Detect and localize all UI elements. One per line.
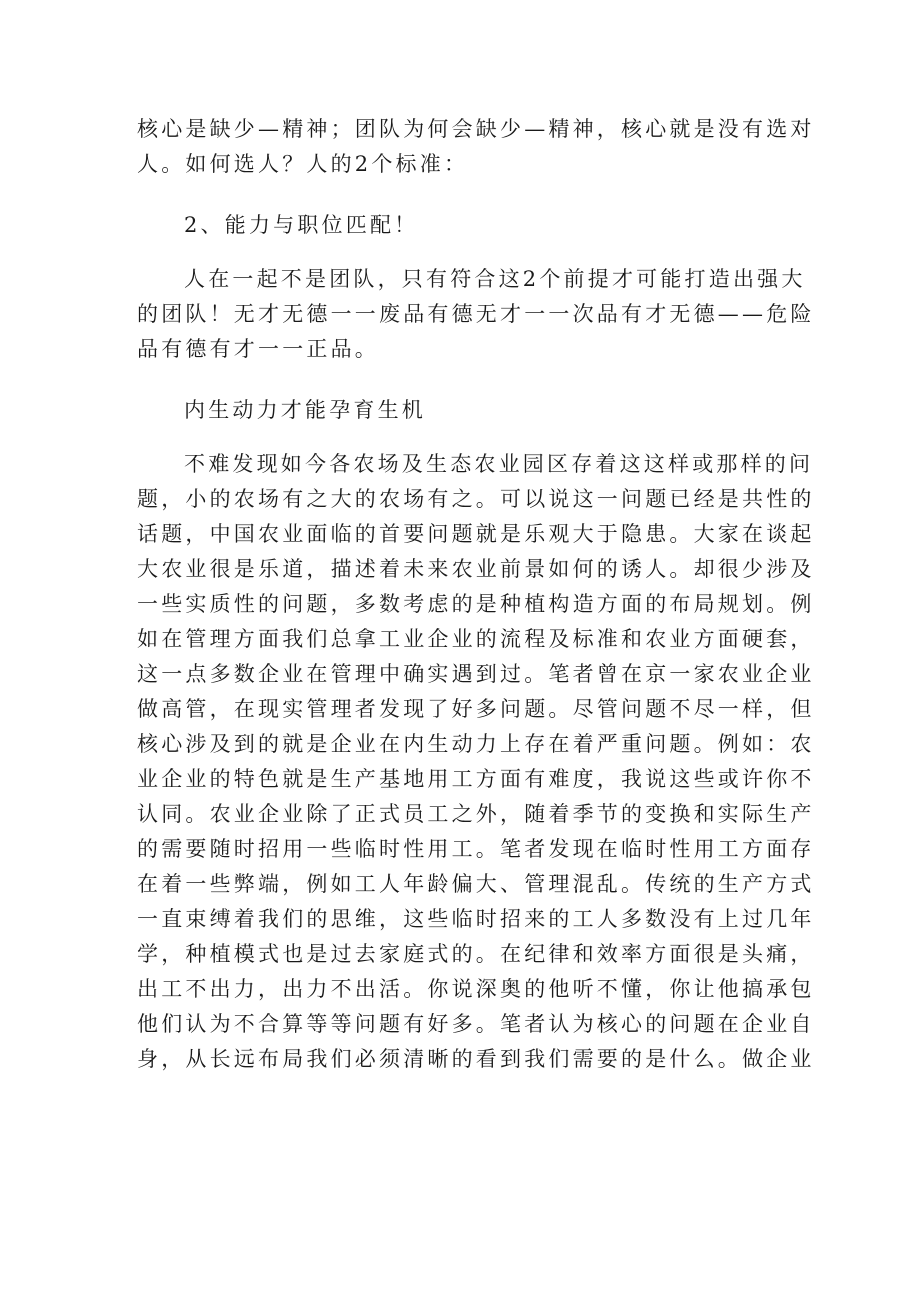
text-line: 身，从长远布局我们必须清晰的看到我们需要的是什么。做企业: [137, 1047, 815, 1071]
text-line: 人。如何选人？人的2个标准：: [137, 152, 469, 176]
text-line: 业企业的特色就是生产基地用工方面有难度，我说这些或许你不: [137, 767, 815, 791]
text-line: 如在管理方面我们总拿工业企业的流程及标准和农业方面硬套，: [137, 627, 815, 651]
text-line: 2、能力与职位匹配！: [184, 213, 419, 237]
text-line: 在着一些弊端，例如工人年龄偏大、管理混乱。传统的生产方式: [137, 872, 815, 896]
text-line: 核心是缺少—精神；团队为何会缺少—精神，核心就是没有选对: [137, 117, 815, 141]
text-line: 一些实质性的问题，多数考虑的是种植构造方面的布局规划。例: [137, 592, 815, 616]
text-line: 话题，中国农业面临的首要问题就是乐观大于隐患。大家在谈起: [137, 522, 815, 546]
text-line: 不难发现如今各农场及生态农业园区存着这这样或那样的问: [184, 452, 814, 476]
paragraph-team-spirit: [137, 112, 815, 182]
text-line: 认同。农业企业除了正式员工之外，随着季节的变换和实际生产: [137, 802, 815, 826]
text-line: 这一点多数企业在管理中确实遇到过。笔者曾在京一家农业企业: [137, 662, 815, 686]
paragraph-standard-2: [137, 208, 797, 243]
text-line: 题，小的农场有之大的农场有之。可以说这一问题已经是共性的: [137, 487, 815, 511]
text-line: 一直束缚着我们的思维，这些临时招来的工人多数没有上过几年: [137, 907, 815, 931]
paragraph-agriculture-issues: [137, 447, 815, 1077]
section-heading-text: 内生动力才能孕育生机: [184, 398, 426, 422]
text-line: 出工不出力，出力不出活。你说深奥的他听不懂，你让他搞承包: [137, 977, 815, 1001]
text-line: 他们认为不合算等等问题有好多。笔者认为核心的问题在企业自: [137, 1012, 815, 1036]
text-line: 做高管，在现实管理者发现了好多问题。尽管问题不尽一样，但: [137, 697, 815, 721]
section-heading: [137, 393, 797, 428]
text-line: 的团队！无才无德一一废品有德无才一一次品有才无德——危险: [137, 302, 815, 326]
text-line: 大农业很是乐道，描述着未来农业前景如何的诱人。却很少涉及: [137, 557, 815, 581]
text-line: 学，种植模式也是过去家庭式的。在纪律和效率方面很是头痛，: [137, 942, 815, 966]
text-line: 的需要随时招用一些临时性用工。笔者发现在临时性用工方面存: [137, 837, 815, 861]
text-line: 品有德有才一一正品。: [137, 337, 379, 361]
text-line: 人在一起不是团队，只有符合这2个前提才可能打造出强大: [184, 267, 806, 291]
paragraph-team-premise: [137, 262, 815, 367]
text-line: 核心涉及到的就是企业在内生动力上存在着严重问题。例如：农: [137, 732, 815, 756]
